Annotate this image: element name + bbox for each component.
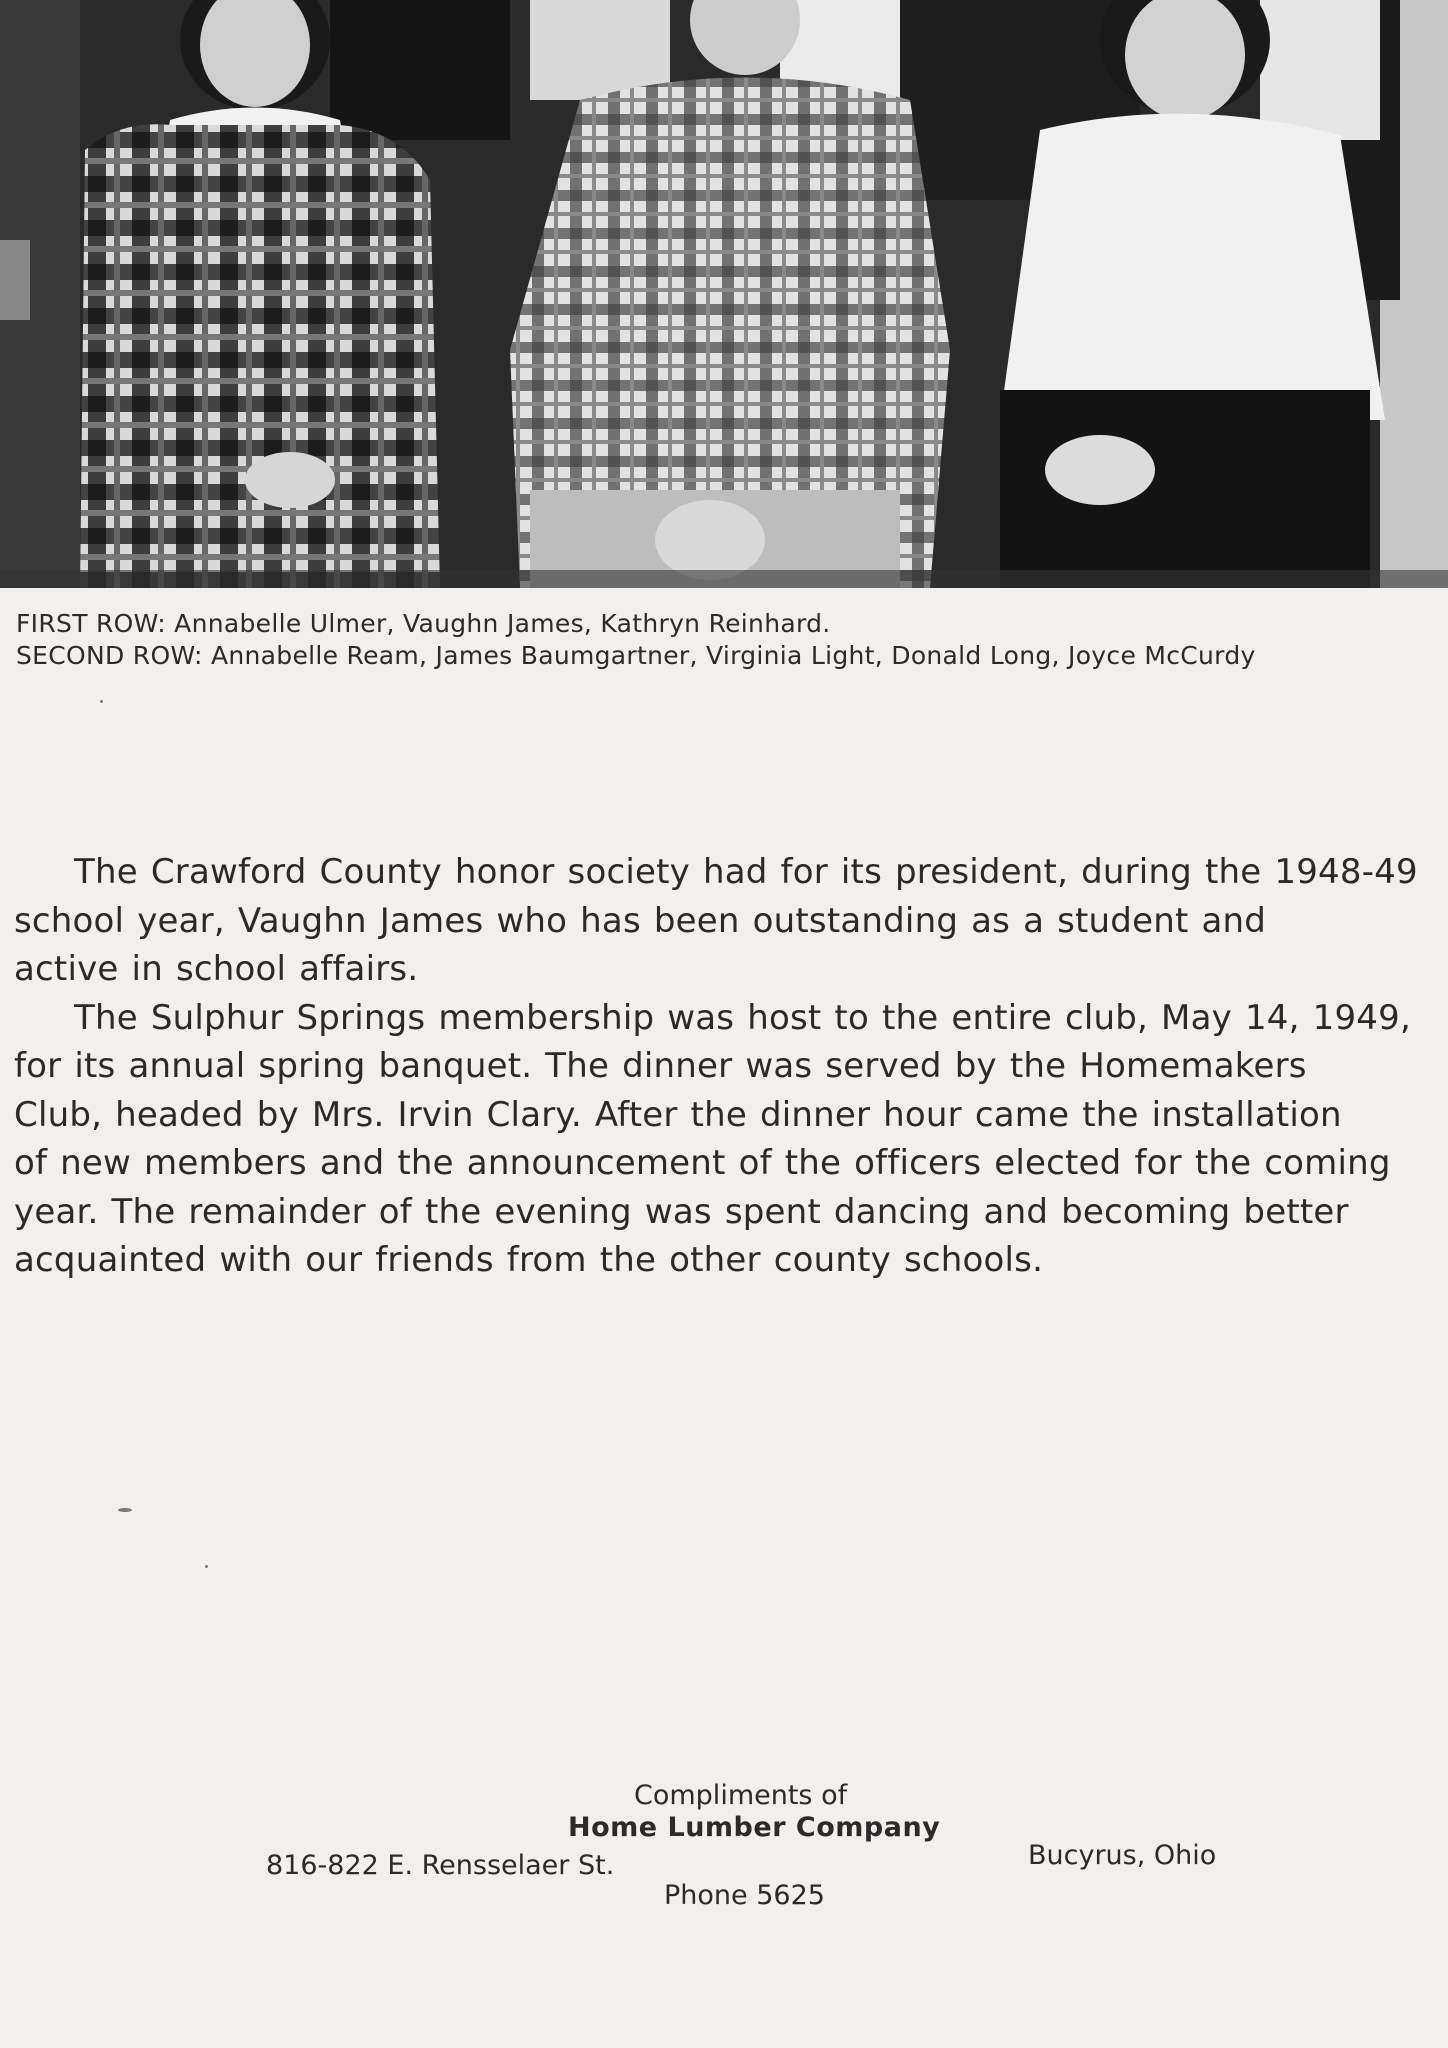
body-line: school year, Vaughn James who has been outstanding as a student and [14, 900, 1267, 941]
photo-caption [16, 608, 1448, 672]
body-line: The Sulphur Springs membership was host to the entire club, May 14, 1949, [74, 997, 1411, 1038]
footer-company-name: Home Lumber Company [568, 1812, 941, 1843]
body-line: Club, headed by Mrs. Irvin Clary. After the dinner hour came the installation [14, 1094, 1342, 1135]
body-line: year. The remainder of the evening was spent dancing and becoming better [14, 1191, 1349, 1232]
footer-compliments: Compliments of [634, 1780, 848, 1811]
paper-speck [205, 1565, 208, 1568]
caption-first-row: FIRST ROW: Annabelle Ulmer, Vaughn James, Kathryn Reinhard. [16, 609, 831, 638]
footer-address: 816-822 E. Rensselaer St. [266, 1850, 615, 1881]
article-body [14, 848, 1448, 1285]
footer-city: Bucyrus, Ohio [1028, 1840, 1217, 1871]
caption-second-row: SECOND ROW: Annabelle Ream, James Baumgartner, Virginia Light, Donald Long, Joyce McCurdy [16, 641, 1256, 670]
body-line: acquainted with our friends from the other county schools. [14, 1240, 1044, 1280]
body-line: active in school affairs. [14, 949, 419, 989]
footer-phone: Phone 5625 [664, 1880, 825, 1911]
body-line: The Crawford County honor society had for its president, during the 1948-49 [74, 852, 1418, 892]
body-line: of new members and the announcement of the officers elected for the coming [14, 1143, 1391, 1183]
body-line: for its annual spring banquet. The dinner was served by the Homemakers [14, 1046, 1307, 1086]
photo-illustration [0, 0, 1448, 588]
paper-speck [100, 700, 103, 703]
paper-speck [118, 1508, 132, 1512]
group-photograph [0, 0, 1448, 588]
